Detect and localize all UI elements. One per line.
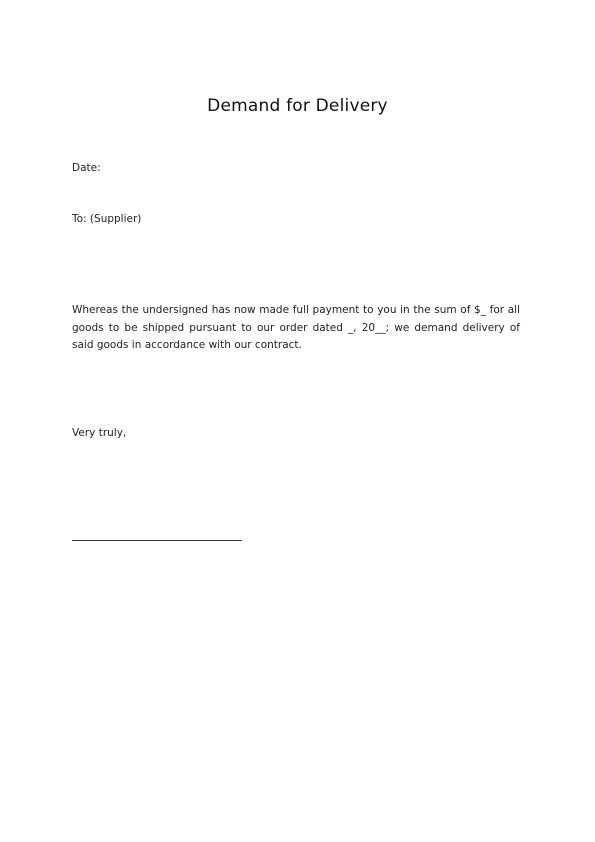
signature-line — [72, 540, 242, 541]
recipient-line: To: (Supplier) — [72, 213, 142, 225]
closing-line: Very truly, — [72, 427, 127, 439]
body-paragraph: Whereas the undersigned has now made full payment to you in the sum of $_ for all goods to be shipped pursuant to our order dated _, 20__; we demand delivery of said goods in accordance with our contract. — [72, 304, 520, 351]
date-line: Date: — [72, 162, 101, 174]
document-title: Demand for Delivery — [207, 96, 388, 116]
